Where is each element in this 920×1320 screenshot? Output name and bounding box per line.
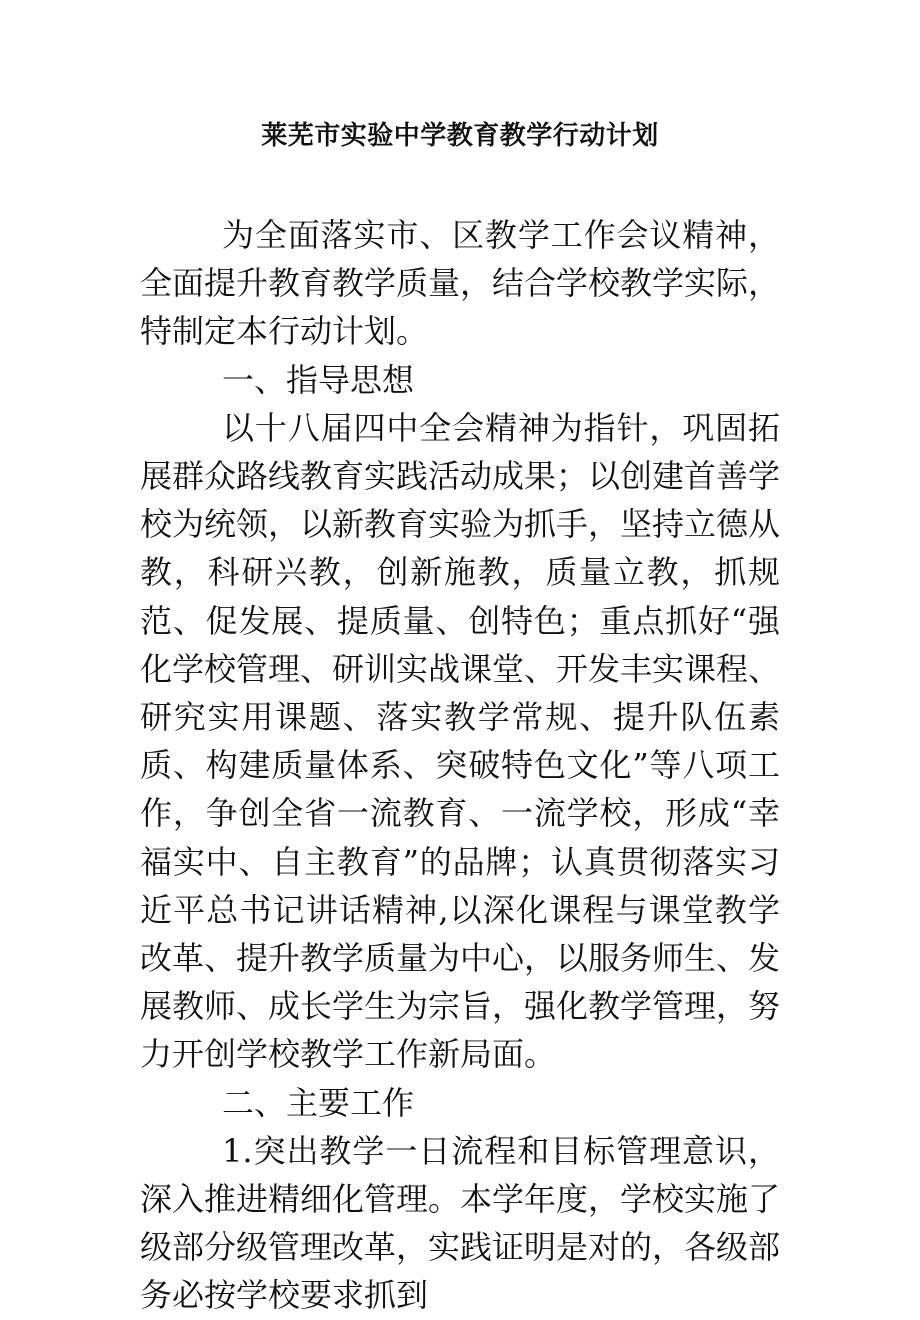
- intro-paragraph: 为全面落实市、区教学工作会议精神，全面提升教育教学质量，结合学校教学实际，特制定本行动计划。: [140, 216, 781, 351]
- guiding-ideology-paragraph: 以十八届四中全会精神为指针，巩固拓展群众路线教育实践活动成果；以创建首善学校为统领，以新教育实验为抓手，坚持立德从教，科研兴教，创新施教，质量立教，抓规范、促发展、提质量、创特色；重点抓好“强化学校管理、研训实战课堂、开发丰实课程、研究实用课题、落实教学常规、提升队伍素质、构建质量体系、突破特色文化”等八项工作，争创全省一流教育、一流学校，形成“幸福实中、自主教育”的品牌；认真贯彻落实习近平总书记讲话精神,以深化课程与课堂教学改革、提升教学质量为中心，以服务师生、发展教师、成长学生为宗旨，强化教学管理，努力开创学校教学工作新局面。: [140, 408, 781, 1074]
- section-heading-guiding-ideology: 一、指导思想: [222, 360, 415, 399]
- document-title: 莱芜市实验中学教育教学行动计划: [261, 121, 659, 151]
- document-body: [140, 211, 780, 1320]
- section-heading-main-work: 二、主要工作: [222, 1083, 415, 1122]
- main-work-item-1-paragraph: 1.突出教学一日流程和目标管理意识，深入推进精细化管理。本学年度，学校实施了级部分级管理改革，实践证明是对的，各级部务必按学校要求抓到: [140, 1131, 781, 1315]
